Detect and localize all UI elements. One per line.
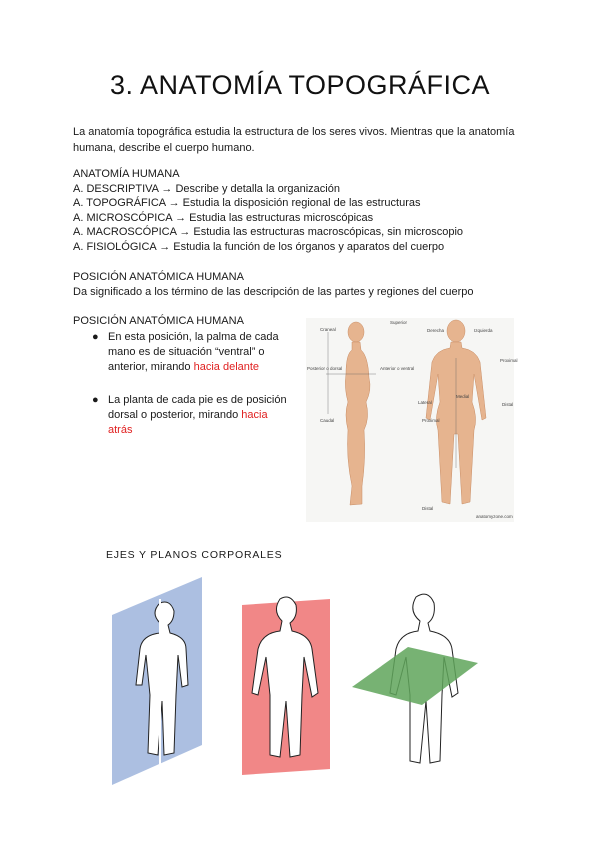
posicion-bullets: [92, 330, 292, 450]
intro-paragraph: [73, 124, 533, 156]
sagittal-plane: [112, 577, 202, 785]
body-planes-figure: [90, 575, 490, 785]
page-title: 3. ANATOMÍA TOPOGRÁFICA: [109, 70, 491, 100]
anatomia-item: A. MICROSCÓPICA → Estudia las estructuras microscópicas: [73, 211, 374, 224]
label-proximal-top: Proximal: [500, 358, 518, 363]
posicion-text: Da significado a los término de las descripción de las partes y regiones del cuerpo: [73, 285, 474, 298]
image-credit: anatomyzone.com: [476, 514, 513, 519]
label-anterior: Anterior o ventral: [380, 366, 415, 371]
posicion-section: [73, 270, 474, 299]
bullet-text: En esta posición, la palma de cada mano es de situación “ventral” o anterior, mirando: [108, 331, 279, 373]
label-izquierda: Izquierda: [474, 328, 493, 333]
reference-lines: [326, 332, 456, 468]
posicion2-heading: POSICIÓN ANATÓMICA HUMANA: [73, 315, 244, 327]
ejes-heading: EJES Y PLANOS CORPORALES: [106, 549, 283, 561]
transverse-plane: [352, 594, 478, 763]
anatomical-position-figure: [306, 318, 518, 522]
anatomia-heading: ANATOMÍA HUMANA: [73, 168, 180, 180]
anatomia-item: A. TOPOGRÁFICA → Estudia la disposición regional de las estructuras: [73, 197, 421, 209]
side-view-body: [345, 322, 370, 505]
anatomia-section: [73, 167, 463, 254]
intro-line: humana, describe el cuerpo humano.: [73, 142, 255, 154]
label-caudal: Caudal: [320, 418, 335, 423]
bullet-item: [92, 393, 292, 438]
anatomia-item: A. DESCRIPTIVA → Describe y detalla la organización: [73, 182, 340, 195]
label-derecha: Derecha: [427, 328, 445, 333]
anatomia-item: A. FISIOLÓGICA → Estudia la función de los órganos y aparatos del cuerpo: [73, 240, 445, 253]
label-proximal: Proximal: [422, 418, 440, 423]
posicion-heading: POSICIÓN ANATÓMICA HUMANA: [73, 271, 244, 283]
bullet-highlight: hacia delante: [193, 361, 260, 373]
label-medial: Medial: [456, 394, 470, 399]
bullet-text: La planta de cada pie es de posición dorsal o posterior, mirando: [108, 394, 287, 421]
frontal-plane: [242, 597, 330, 775]
bullet-item: [92, 330, 292, 375]
label-distal-side: Distal: [502, 402, 514, 407]
anatomia-item: A. MACROSCÓPICA → Estudia las estructuras macroscópicas, sin microscopio: [73, 226, 464, 238]
label-superior: Superior: [390, 320, 408, 325]
label-lateral: Lateral: [418, 400, 432, 405]
bullet-dot: ●: [92, 394, 99, 406]
bullet-highlight: hacia atrás: [108, 409, 268, 436]
bullet-dot: ●: [92, 331, 99, 343]
label-craneal: Craneal: [320, 327, 336, 332]
label-posterior: Posterior o dorsal: [307, 366, 343, 371]
label-distal: Distal: [422, 506, 434, 511]
intro-line: La anatomía topográfica estudia la estructura de los seres vivos. Mientras que la anatomía: [73, 126, 515, 138]
